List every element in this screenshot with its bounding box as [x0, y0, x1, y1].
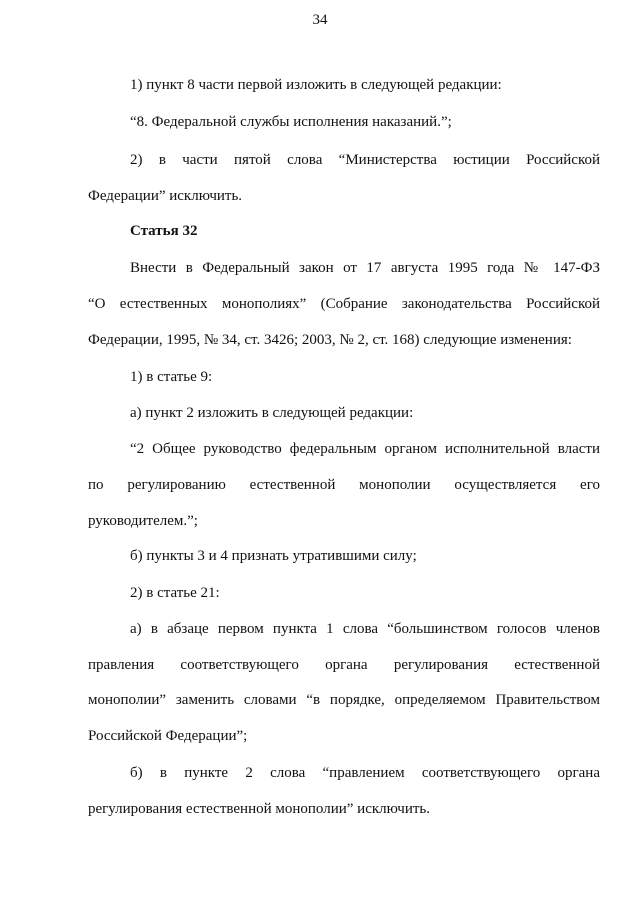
text-line: а) в абзаце первом пункта 1 слова “большинством голосов членов	[130, 621, 600, 637]
text-line: б) в пункте 2 слова “правлением соответствующего органа	[130, 765, 600, 781]
text-line: “О естественных монополиях” (Собрание законодательства Российской	[88, 296, 600, 312]
text-line: “2 Общее руководство федеральным органом исполнительной власти	[130, 441, 600, 457]
page-number: 34	[312, 12, 328, 28]
text-line: “8. Федеральной службы исполнения наказаний.”;	[130, 114, 452, 130]
text-line: б) пункты 3 и 4 признать утратившими силу;	[130, 548, 417, 564]
text-line: Федерации” исключить.	[88, 188, 243, 204]
text-line: Внести в Федеральный закон от 17 августа 1995 года № 147-ФЗ	[130, 260, 600, 276]
text-line: руководителем.”;	[88, 513, 198, 529]
text-line: а) пункт 2 изложить в следующей редакции:	[130, 405, 414, 421]
text-line: регулирования естественной монополии” исключить.	[88, 801, 430, 817]
text-line: 1) пункт 8 части первой изложить в следующей редакции:	[130, 77, 502, 93]
text-line: Российской Федерации”;	[88, 728, 248, 744]
text-line: 2) в статье 21:	[130, 585, 220, 601]
text-line: 1) в статье 9:	[130, 369, 213, 385]
text-line: Федерации, 1995, № 34, ст. 3426; 2003, № 2, ст. 168) следующие изменения:	[88, 332, 572, 348]
text-line: правления соответствующего органа регулирования естественной	[88, 657, 600, 673]
text-line: 2) в части пятой слова “Министерства юстиции Российской	[130, 152, 600, 168]
text-line: по регулированию естественной монополии осуществляется его	[88, 477, 600, 493]
text-line: монополии” заменить словами “в порядке, определяемом Правительством	[88, 692, 600, 708]
article-heading: Статья 32	[130, 223, 198, 239]
